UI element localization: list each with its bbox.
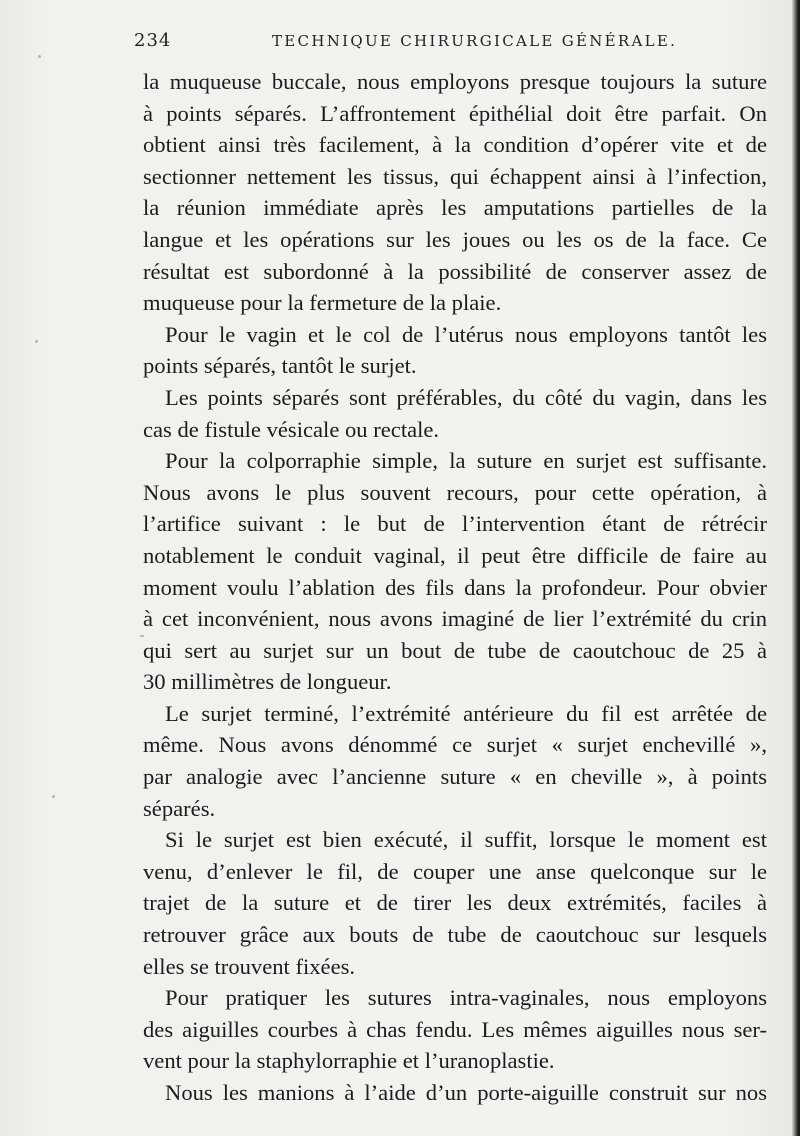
text-line: 30 millimètres de longueur. <box>143 669 392 695</box>
text-line: des aiguilles courbes à chas fendu. Les mêmes aiguilles nous ser- <box>143 1016 767 1042</box>
text-line: résultat est subordonné à la possibilité de conserver assez de <box>143 258 767 284</box>
paper-speck <box>140 635 144 637</box>
paper-speck <box>52 795 55 798</box>
text-line: la réunion immédiate après les amputations partielles de la <box>143 195 767 221</box>
page-header <box>134 30 774 58</box>
text-line: venu, d’enlever le fil, de couper une anse quelconque sur le <box>143 858 767 884</box>
paper-speck <box>35 340 38 343</box>
text-line: retrouver grâce aux bouts de tube de caoutchouc sur lesquels <box>143 922 767 948</box>
text-line: cas de fistule vésicale ou rectale. <box>143 416 440 442</box>
paper-speck <box>38 55 41 58</box>
text-line: Nous avons le plus souvent recours, pour cette opération, à <box>143 479 767 505</box>
text-line: elles se trouvent fixées. <box>143 953 356 979</box>
page-edge-shadow <box>792 0 800 1136</box>
text-line: notablement le conduit vaginal, il peut être difficile de faire au <box>143 542 767 568</box>
text-line: vent pour la staphylorraphie et l’uranoplastie. <box>143 1048 555 1074</box>
page-number: 234 <box>134 30 172 51</box>
text-line: Les points séparés sont préférables, du côté du vagin, dans les <box>165 384 767 410</box>
text-line: la muqueuse buccale, nous employons presque toujours la suture <box>143 69 767 94</box>
text-line: trajet de la suture et de tirer les deux extrémités, faciles à <box>143 890 767 916</box>
text-line: points séparés, tantôt le surjet. <box>143 353 417 379</box>
text-line: l’artifice suivant : le but de l’intervention étant de rétrécir <box>143 511 767 537</box>
text-line: moment voulu l’ablation des fils dans la profondeur. Pour obvier <box>143 574 767 600</box>
text-line: à cet inconvénient, nous avons imaginé de lier l’extrémité du crin <box>143 606 767 632</box>
running-title: TECHNIQUE CHIRURGICALE GÉNÉRALE. <box>272 32 678 50</box>
text-line: langue et les opérations sur les joues ou les os de la face. Ce <box>143 226 767 252</box>
text-line: obtient ainsi très facilement, à la condition d’opérer vite et de <box>143 132 767 158</box>
text-line: Pour la colporraphie simple, la suture en surjet est suffisante. <box>165 448 767 474</box>
text-line: qui sert au surjet sur un bout de tube de caoutchouc de 25 à <box>143 637 767 663</box>
text-line: Le surjet terminé, l’extrémité antérieure du fil est arrêtée de <box>165 700 767 726</box>
text-line: Pour le vagin et le col de l’utérus nous employons tantôt les <box>165 321 767 347</box>
text-line: Si le surjet est bien exécuté, il suffit, lorsque le moment est <box>165 827 767 853</box>
text-line: séparés. <box>143 795 216 821</box>
text-line: même. Nous avons dénommé ce surjet « surjet enchevillé », <box>143 732 767 758</box>
body-text <box>143 66 767 1109</box>
text-line: muqueuse pour la fermeture de la plaie. <box>143 290 502 316</box>
text-line: sectionner nettement les tissus, qui échappent ainsi à l’infection, <box>143 163 767 189</box>
text-line: à points séparés. L’affrontement épithélial doit être parfait. On <box>143 100 767 126</box>
text-line: par analogie avec l’ancienne suture « en cheville », à points <box>143 764 767 790</box>
text-line: Pour pratiquer les sutures intra-vaginales, nous employons <box>165 985 767 1011</box>
text-line: Nous les manions à l’aide d’un porte-aiguille construit sur nos <box>165 1080 767 1105</box>
